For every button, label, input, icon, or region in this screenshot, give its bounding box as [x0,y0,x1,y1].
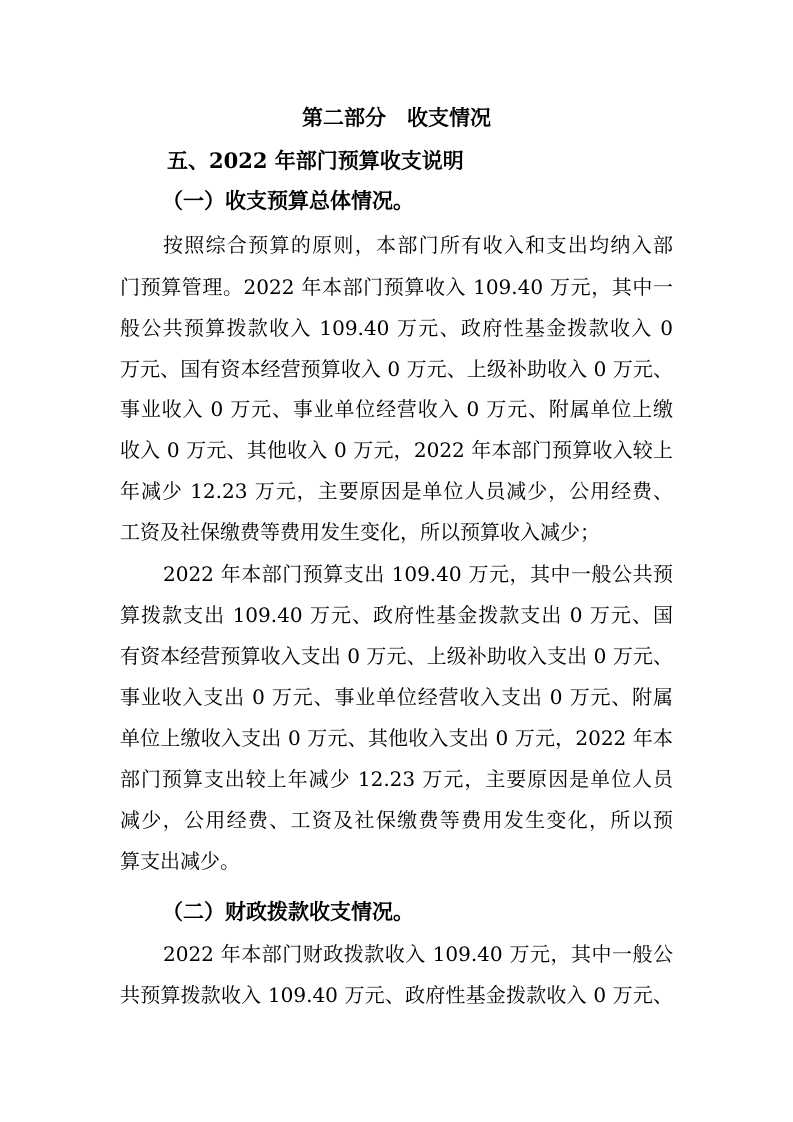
paragraph-1-line: 门预算管理。2022 年本部门预算收入 109.40 万元，其中一 [120,275,673,299]
paragraph-2-line: 算拨款支出 109.40 万元、政府性基金拨款支出 0 万元、国 [120,603,673,627]
section-heading: 五、2022 年部门预算收支说明 [167,148,464,173]
paragraph-2-line: 单位上缴收入支出 0 万元、其他收入支出 0 万元，2022 年本 [120,726,673,750]
paragraph-3-line: 2022 年本部门财政拨款收入 109.40 万元，其中一般公 [163,942,673,966]
paragraph-1-line: 万元、国有资本经营预算收入 0 万元、上级补助收入 0 万元、 [120,357,673,381]
paragraph-3-line: 共预算拨款收入 109.40 万元、政府性基金拨款收入 0 万元、 [120,983,673,1007]
paragraph-2-line: 事业收入支出 0 万元、事业单位经营收入支出 0 万元、附属 [120,685,673,709]
paragraph-1-line: 年减少 12.23 万元，主要原因是单位人员减少，公用经费、 [120,479,673,503]
subsection-heading-1: （一）收支预算总体情况。 [162,188,414,213]
paragraph-2-line: 2022 年本部门预算支出 109.40 万元，其中一般公共预 [163,562,673,586]
paragraph-2-line: 减少，公用经费、工资及社保缴费等费用发生变化，所以预 [120,808,673,832]
paragraph-2-line: 算支出减少。 [120,849,240,873]
paragraph-1-line: 按照综合预算的原则，本部门所有收入和支出均纳入部 [163,233,673,257]
subsection-heading-2: （二）财政拨款收支情况。 [162,899,414,924]
paragraph-2-line: 有资本经营预算收入支出 0 万元、上级补助收入支出 0 万元、 [120,644,673,668]
paragraph-1-line: 事业收入 0 万元、事业单位经营收入 0 万元、附属单位上缴 [120,397,673,421]
paragraph-2-line: 部门预算支出较上年减少 12.23 万元，主要原因是单位人员 [120,767,673,791]
page-title: 第二部分 收支情况 [302,105,491,130]
paragraph-1-line: 工资及社保缴费等费用发生变化，所以预算收入减少； [120,520,600,544]
paragraph-1-line: 收入 0 万元、其他收入 0 万元，2022 年本部门预算收入较上 [120,438,673,462]
paragraph-1-line: 般公共预算拨款收入 109.40 万元、政府性基金拨款收入 0 [120,316,673,340]
